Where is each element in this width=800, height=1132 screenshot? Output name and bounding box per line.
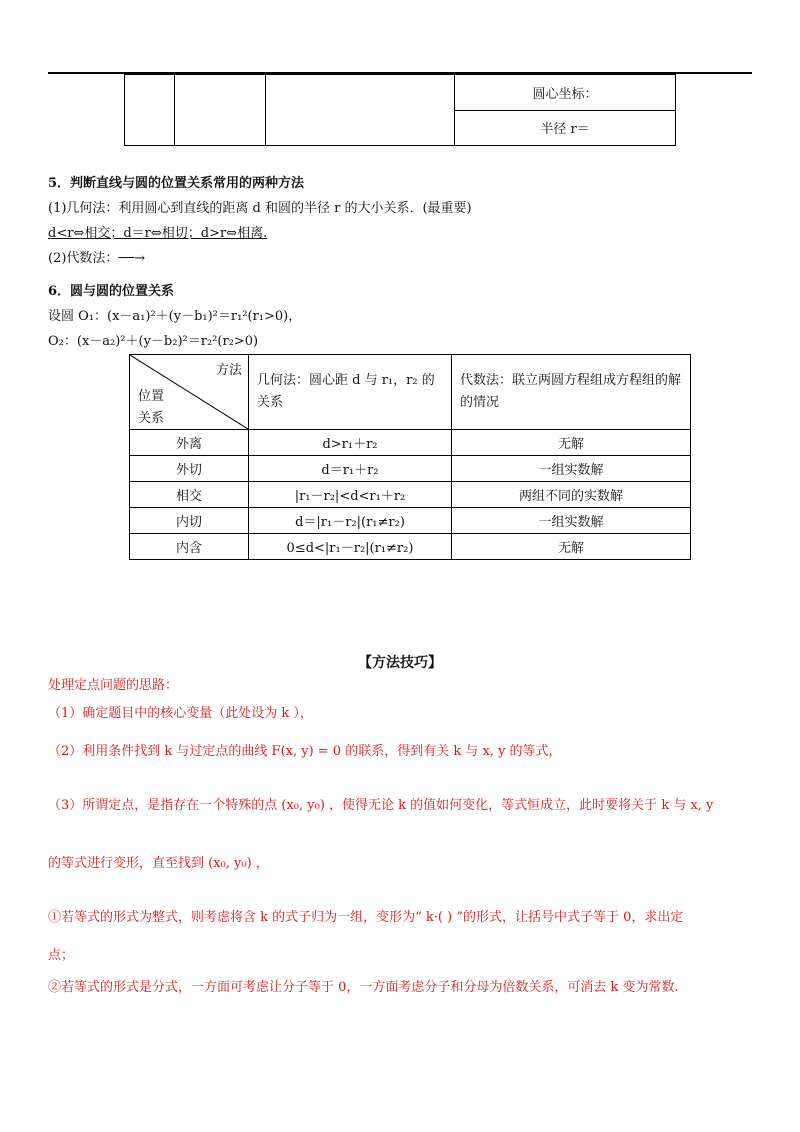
rel-cell: 外离 [130,430,249,456]
center-label-cell: 圆心坐标： [455,75,676,111]
case-polynomial: ①若等式的形式为整式，则考虑将含 k 的式子归为一组，变形为“ k·( ) ”的形式，让括号中式子等于 0，求出定 [48,910,684,925]
method-title: 【方法技巧】 [358,655,442,671]
header-geometric: 几何法：圆心距 d 与 r₁，r₂ 的关系 [249,355,452,430]
table-cell [266,75,455,146]
geo-cell: d＝|r₁－r₂|(r₁≠r₂) [249,508,452,534]
algebraic-method: (2)代数法：──→ [48,251,145,266]
diagonal-header-cell [130,355,249,430]
geo-cell: |r₁－r₂|<d<r₁＋r₂ [249,482,452,508]
method-intro: 处理定点问题的思路： [48,678,179,693]
distance-relations [48,222,267,241]
circle-equation-table-fragment [124,74,676,146]
distance-relations-text: d<r⇔相交；d＝r⇔相切；d>r⇔相离. [48,226,268,241]
case-polynomial-cont: 点； [48,948,75,963]
section-6-heading: 6．圆与圆的位置关系 [48,284,175,299]
table-cell [175,75,266,146]
method-step-3: （3）所谓定点，是指存在一个特殊的点 (x₀, y₀) ，使得无论 k 的值如何变化，等式恒成立，此时要将关于 k 与 x, y [48,798,714,813]
alg-cell: 无解 [452,430,691,456]
method-step-3-cont: 的等式进行变形，直至找到 (x₀, y₀) ， [48,856,269,871]
geo-cell: 0≤d<|r₁－r₂|(r₁≠r₂) [249,534,452,560]
rel-cell: 内切 [130,508,249,534]
rel-cell: 外切 [130,456,249,482]
radius-label-cell: 半径 r＝ [455,110,676,146]
rel-cell: 内含 [130,534,249,560]
method-step-1: （1）确定题目中的核心变量（此处设为 k ）， [48,706,313,721]
circle1-equation: 设圆 O₁：(x－a₁)²＋(y－b₁)²＝r₁²(r₁>0)， [48,309,302,324]
alg-cell: 一组实数解 [452,456,691,482]
header-pos2: 关系 [138,411,165,426]
section-5-heading: 5．判断直线与圆的位置关系常用的两种方法 [48,176,305,191]
geo-cell: d>r₁＋r₂ [249,430,452,456]
geometric-method: (1)几何法：利用圆心到直线的距离 d 和圆的半径 r 的大小关系．(最重要) [48,201,472,216]
header-algebraic: 代数法：联立两圆方程组成方程组的解的情况 [452,355,691,430]
case-fraction: ②若等式的形式是分式，一方面可考虑让分子等于 0，一方面考虑分子和分母为倍数关系，可消去 k 变为常数. [48,980,679,995]
table-cell [125,75,175,146]
circle-relations-table [129,354,691,560]
method-step-2: （2）利用条件找到 k 与过定点的曲线 F(x, y) = 0 的联系，得到有关 k 与 x, y 的等式， [48,744,562,759]
header-pos1: 位置 [138,389,165,404]
header-method: 方法 [215,363,242,378]
alg-cell: 两组不同的实数解 [452,482,691,508]
circle2-equation: O₂：(x－a₂)²＋(y－b₂)²＝r₂²(r₂>0) [48,334,259,349]
geo-cell: d＝r₁＋r₂ [249,456,452,482]
alg-cell: 无解 [452,534,691,560]
alg-cell: 一组实数解 [452,508,691,534]
rel-cell: 相交 [130,482,249,508]
